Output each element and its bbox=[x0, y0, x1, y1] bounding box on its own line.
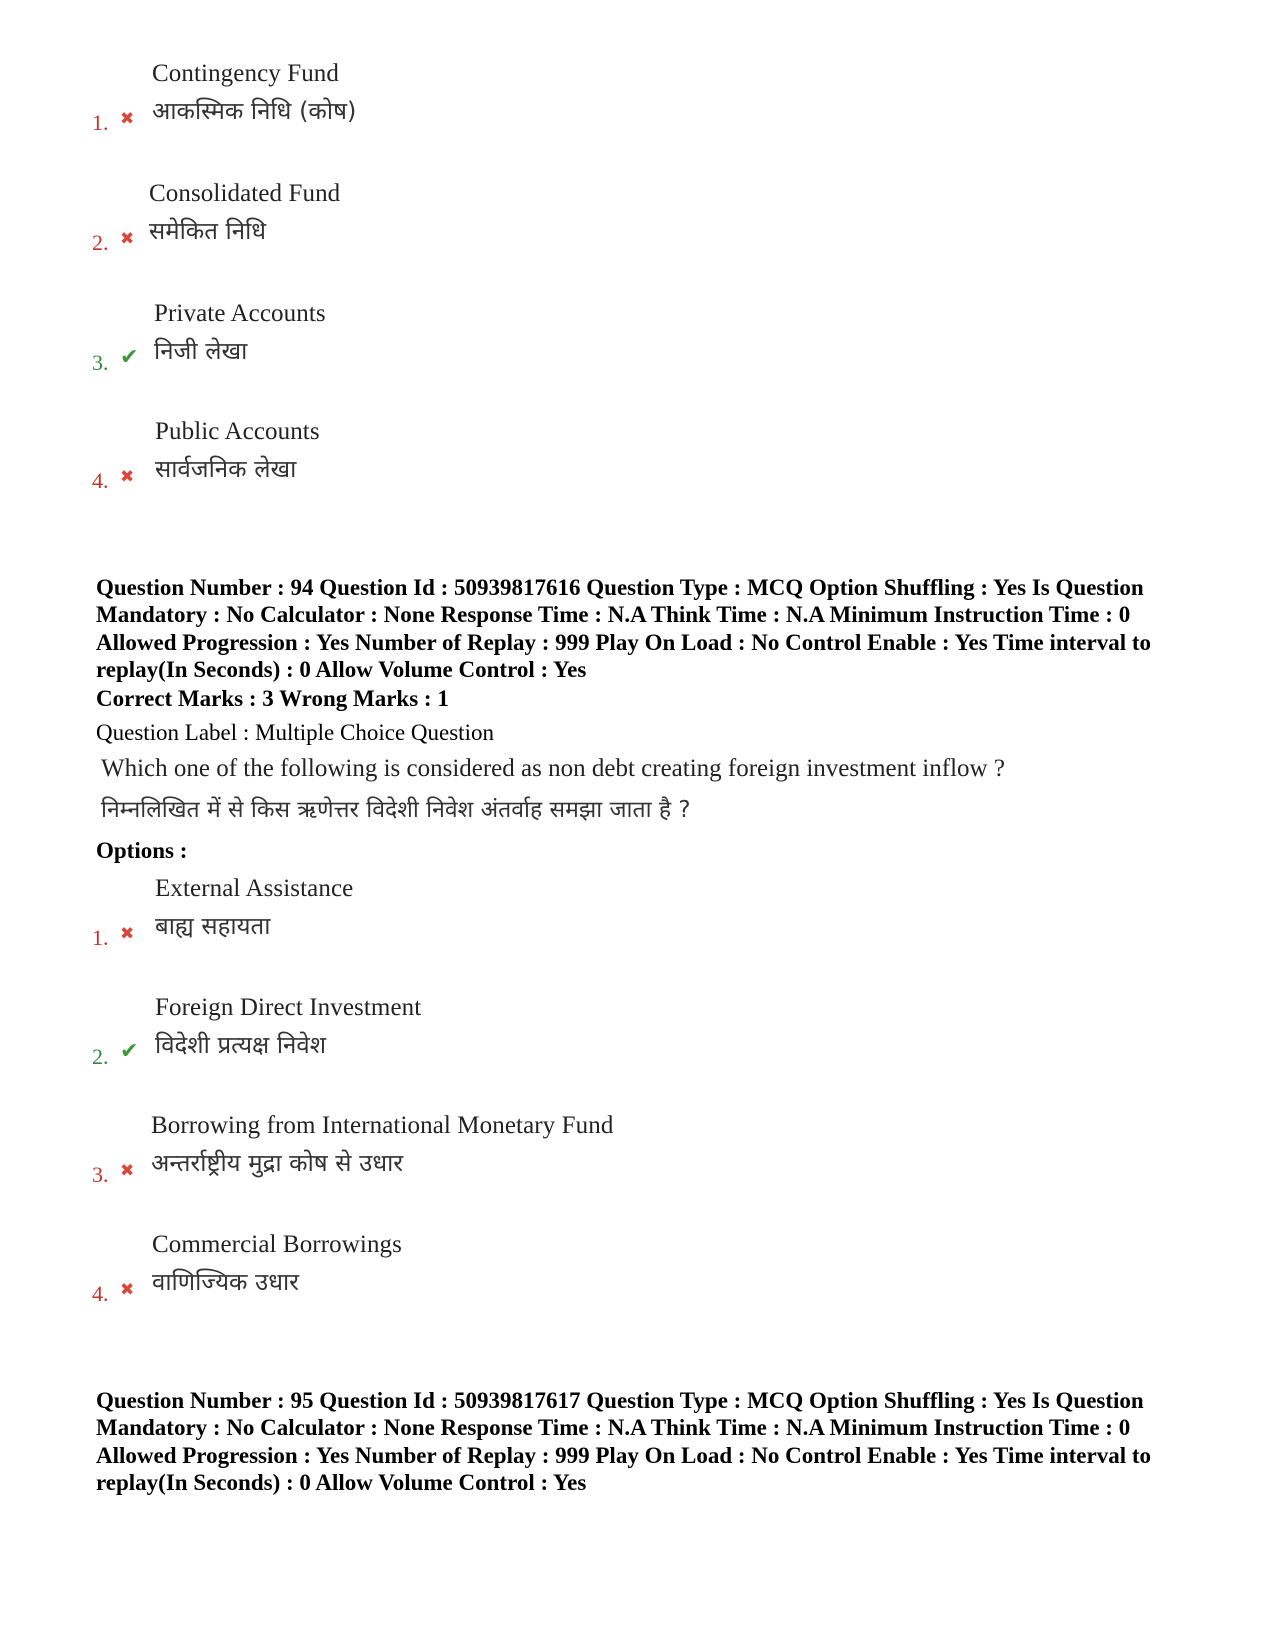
option-number: 4. bbox=[92, 468, 109, 493]
option-item bbox=[92, 1112, 792, 1192]
option-item bbox=[92, 418, 792, 498]
question-meta: Question Number : 94 Question Id : 50939817616 Question Type : MCQ Option Shuffling : Yes Is Question Mandatory : No Calculator : None Response Time : N.A Think Time : N.A Minimum Instruction Time : 0 Allowed Progression : Yes Number of Replay : 999 Play On Load : No Control Enable : Yes Time interval to replay(In Seconds) : 0 Allow Volume Control : Yes bbox=[96, 575, 1152, 682]
option-text-hindi: अन्तर्राष्ट्रीय मुद्रा कोष से उधार bbox=[151, 1149, 404, 1177]
cross-icon: ✖ bbox=[120, 1280, 135, 1300]
question-text-hindi: निम्नलिखित में से किस ऋणेत्तर विदेशी निवेश अंतर्वाह समझा जाता है ? bbox=[101, 797, 691, 823]
marks-line: Correct Marks : 3 Wrong Marks : 1 bbox=[96, 686, 449, 711]
option-item bbox=[92, 1231, 792, 1311]
option-item bbox=[92, 60, 792, 140]
option-number: 2. bbox=[92, 1044, 109, 1069]
cross-icon: ✖ bbox=[120, 1161, 135, 1181]
option-number: 2. bbox=[92, 230, 109, 255]
option-text-english: External Assistance bbox=[155, 875, 354, 902]
option-text-hindi: समेकित निधि bbox=[149, 217, 267, 245]
cross-icon: ✖ bbox=[120, 229, 135, 249]
option-number: 4. bbox=[92, 1281, 109, 1306]
option-number: 1. bbox=[92, 110, 109, 135]
question-label: Question Label : Multiple Choice Question bbox=[96, 720, 494, 745]
option-text-english: Commercial Borrowings bbox=[152, 1231, 402, 1258]
check-icon: ✔ bbox=[120, 1039, 139, 1064]
option-text-hindi: सार्वजनिक लेखा bbox=[155, 455, 297, 483]
option-text-hindi: आकस्मिक निधि (कोष) bbox=[152, 97, 357, 125]
option-number: 3. bbox=[92, 1162, 109, 1187]
option-text-hindi: बाह्य सहायता bbox=[155, 912, 271, 940]
option-item bbox=[92, 300, 792, 380]
option-item bbox=[92, 180, 792, 260]
option-text-english: Private Accounts bbox=[154, 300, 326, 327]
question-meta: Question Number : 95 Question Id : 50939817617 Question Type : MCQ Option Shuffling : Yes Is Question Mandatory : No Calculator : None Response Time : N.A Think Time : N.A Minimum Instruction Time : 0 Allowed Progression : Yes Number of Replay : 999 Play On Load : No Control Enable : Yes Time interval to replay(In Seconds) : 0 Allow Volume Control : Yes bbox=[96, 1388, 1152, 1495]
option-text-english: Borrowing from International Monetary Fund bbox=[151, 1112, 614, 1139]
option-text-hindi: निजी लेखा bbox=[154, 337, 248, 365]
question-text-english: Which one of the following is considered as non debt creating foreign investment inflow ? bbox=[101, 755, 1005, 782]
option-text-english: Public Accounts bbox=[155, 418, 320, 445]
cross-icon: ✖ bbox=[120, 924, 135, 944]
option-text-english: Foreign Direct Investment bbox=[155, 994, 422, 1021]
option-text-hindi: विदेशी प्रत्यक्ष निवेश bbox=[155, 1031, 327, 1059]
cross-icon: ✖ bbox=[120, 467, 135, 487]
check-icon: ✔ bbox=[120, 345, 139, 370]
option-number: 1. bbox=[92, 925, 109, 950]
options-heading: Options : bbox=[96, 838, 188, 863]
cross-icon: ✖ bbox=[120, 109, 135, 129]
option-item bbox=[92, 875, 792, 955]
option-text-hindi: वाणिज्यिक उधार bbox=[152, 1268, 299, 1296]
option-item bbox=[92, 994, 792, 1074]
option-text-english: Consolidated Fund bbox=[149, 180, 341, 207]
option-text-english: Contingency Fund bbox=[152, 60, 340, 87]
option-number: 3. bbox=[92, 350, 109, 375]
